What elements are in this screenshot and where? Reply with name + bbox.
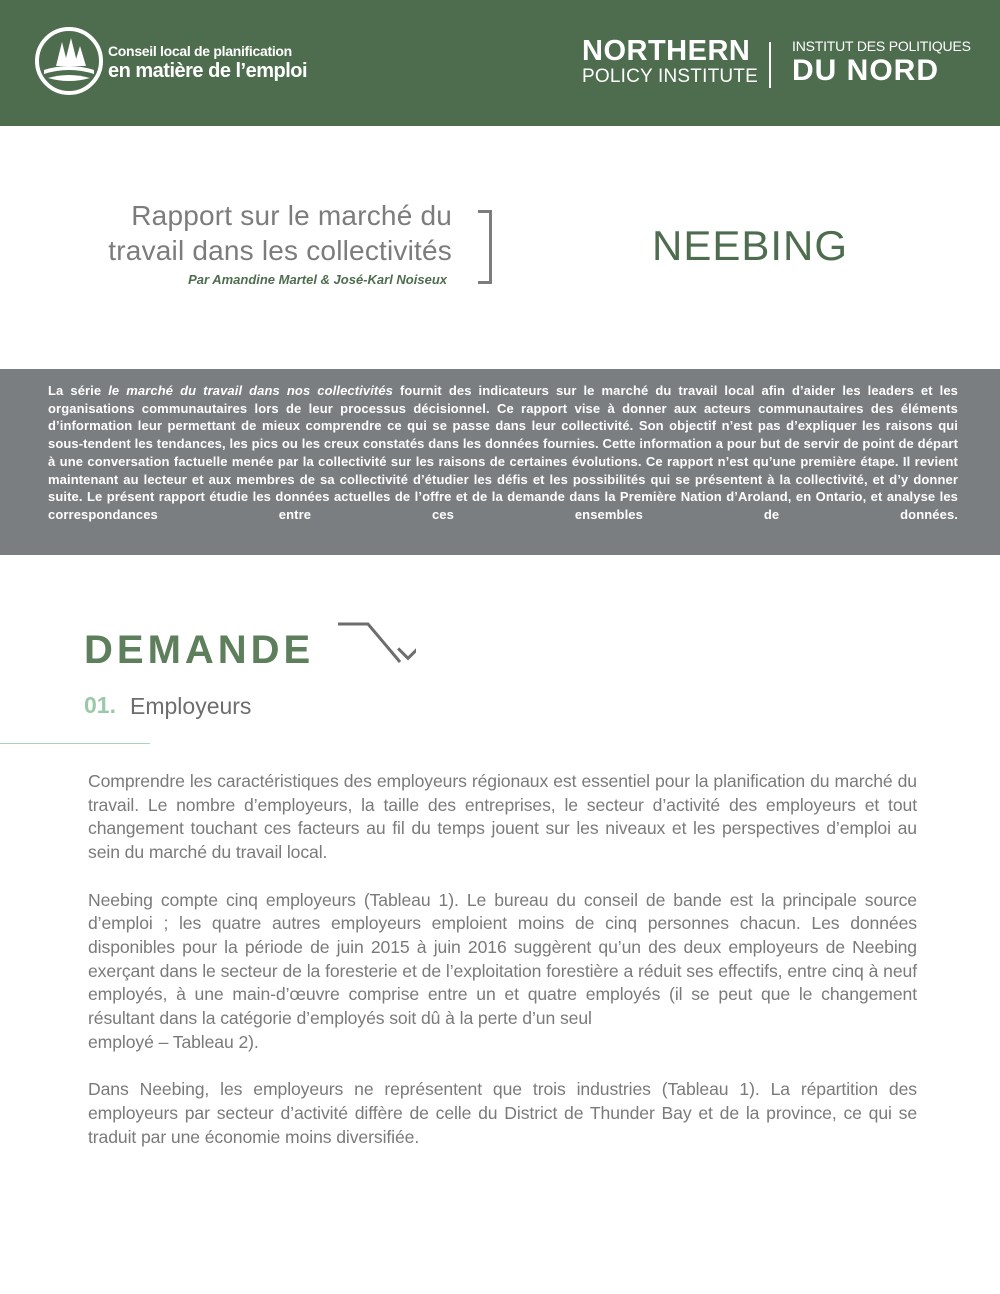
report-title (108, 198, 452, 268)
npi-english-sub: POLICY INSTITUTE (582, 66, 758, 87)
subsection-number: 01. (84, 692, 116, 718)
paragraph-2 (88, 889, 917, 1055)
council-name-line2: en matière de l’emploi (108, 60, 308, 82)
council-name-line1: Conseil local de planification (108, 43, 292, 59)
council-name (108, 43, 307, 83)
intro-prefix: La série (48, 383, 109, 398)
npi-logo-english (582, 36, 758, 88)
authors: Par Amandine Martel & José-Karl Noiseux (188, 272, 447, 287)
npi-french-bold: DU NORD (792, 54, 939, 87)
subsection-label: Employeurs (130, 693, 252, 719)
paragraph-2-end: employé – Tableau 2). (88, 1031, 259, 1052)
title-bracket (478, 210, 492, 284)
community-name: NEEBING (652, 222, 849, 269)
paragraph-2-main: Neebing compte cinq employeurs (Tableau 1). Le bureau du conseil de bande est la principale source d’emploi ; les quatre autres employeurs emploient moins de cinq personnes chacun. Les données disponibles pour la période de juin 2015 à juin 2016 suggèrent qu’un des deux employeurs de Neebing exerçant dans le secteur de la foresterie et de l’exploitation forestière a réduit ses effectifs, entre cinq à neuf employés, à une main-d’œuvre comprise entre un et quatre employés (il se peut que le changement résultant dans la catégorie d’employés soit dû à la perte d’un seul (88, 889, 917, 1029)
report-title-line1: Rapport sur le marché du (131, 200, 452, 231)
subsection-rule (0, 743, 150, 744)
section-title: DEMANDE (84, 628, 315, 672)
body-text (88, 770, 917, 1173)
paragraph-1: Comprendre les caractéristiques des employeurs régionaux est essentiel pour la planification du marché du travail. Le nombre d’employeurs, la taille des entreprises, le secteur d’activité des employeurs et tout changement touchant ces facteurs au fil du temps jouent sur les niveaux et les perspectives d’emploi au sein du marché du travail local. (88, 771, 917, 863)
npi-english-bold: NORTHERN (582, 35, 751, 67)
npi-logo-french (792, 38, 971, 88)
paragraph-3: Dans Neebing, les employeurs ne représentent que trois industries (Tableau 1). La répartition des employeurs par secteur d’activité diffère de celle du District de Thunder Bay et de la province, ce qui se traduit par une économie moins diversifiée. (88, 1079, 917, 1147)
report-title-line2: travail dans les collectivités (108, 235, 452, 266)
council-logo-icon (34, 26, 104, 96)
intro-series-name: le marché du travail dans nos collectivités (108, 383, 393, 398)
arrow-down-right-icon (336, 620, 416, 670)
npi-divider (769, 42, 771, 88)
header-band (0, 0, 1000, 126)
intro-text (48, 382, 958, 524)
intro-body: fournit des indicateurs sur le marché du travail local afin d’aider les leaders et les organisations communautaires lors de leur processus décisionnel. Ce rapport vise à donner aux acteurs communautaires des éléments d’information leur permettant de mieux comprendre ce qui se passe dans leur collectivité. Son objectif n’est pas d’expliquer les raisons qui sous-tendent les tendances, les pics ou les creux constatés dans les données fournies. Cette information a pour but de servir de point de départ à une conversation factuelle menée par la collectivité sur les raisons de certaines évolutions. Ce rapport n’est qu’une première étape. Il revient maintenant au lecteur et aux membres de sa collectivité d’étudier les défis et les possibilités qui se présentent à la collectivité, et d’y donner suite. Le présent rapport étudie les données actuelles de l’offre et de la demande dans la Première Nation d’Aroland, en Ontario, et analyse les correspondances entre ces ensembles de données. (48, 383, 959, 522)
npi-french-sub: INSTITUT DES POLITIQUES (792, 38, 971, 54)
